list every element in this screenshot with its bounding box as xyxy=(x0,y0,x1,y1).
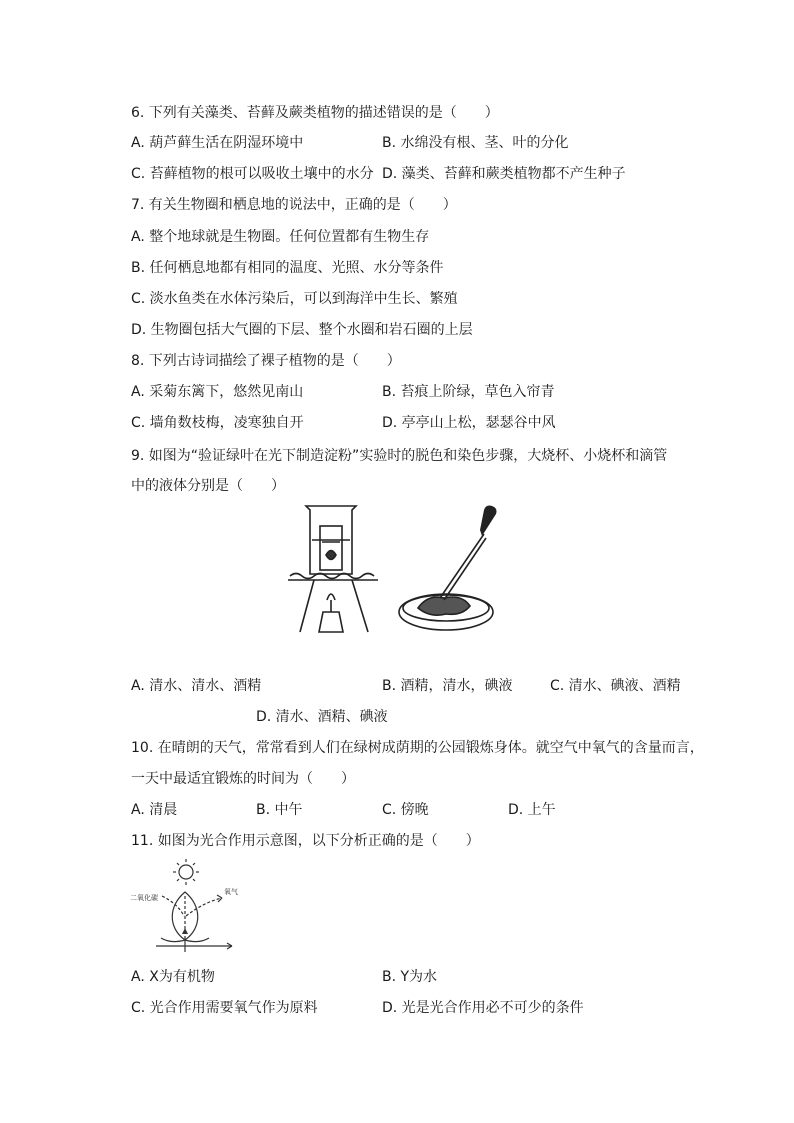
q11-option-c: C. 光合作用需要氧气作为原料 xyxy=(131,1000,318,1016)
q10-option-a: A. 清晨 xyxy=(131,802,178,818)
q6-option-d: D. 藻类、苔藓和蕨类植物都不产生种子 xyxy=(382,166,626,182)
q6-option-b: B. 水绵没有根、茎、叶的分化 xyxy=(382,135,569,151)
q8-option-b: B. 苔痕上阶绿，草色入帘青 xyxy=(382,384,555,400)
question-10-stem: 10. 在晴朗的天气，常常看到人们在绿树成荫期的公园锻炼身体。就空气中氧气的含量而言， xyxy=(131,740,704,756)
q11-option-b: B. Y为水 xyxy=(382,969,438,985)
q8-option-a: A. 采菊东篱下，悠然见南山 xyxy=(131,384,304,400)
q10-option-b: B. 中午 xyxy=(256,802,303,818)
q8-option-d: D. 亭亭山上松，瑟瑟谷中风 xyxy=(382,415,556,431)
question-9-stem-cont: 中的液体分别是（ ） xyxy=(131,478,285,494)
q6-option-a: A. 葫芦藓生活在阴湿环境中 xyxy=(131,135,304,151)
q10-option-d: D. 上午 xyxy=(508,802,556,818)
q7-option-b: B. 任何栖息地都有相同的温度、光照、水分等条件 xyxy=(131,260,444,276)
photosynthesis-figure xyxy=(128,856,240,956)
figure-label-o2: 氧气 xyxy=(224,888,238,896)
q7-option-d: D. 生物圈包括大气圈的下层、整个水圈和岩石圈的上层 xyxy=(131,322,473,338)
question-10-stem-cont: 一天中最适宜锻炼的时间为（ ） xyxy=(131,771,355,787)
figure-label-co2: 二氧化碳 xyxy=(130,894,158,902)
q10-option-c: C. 傍晚 xyxy=(382,802,429,818)
q8-option-c: C. 墙角数枝梅，凌寒独自开 xyxy=(131,415,304,431)
question-8-stem: 8. 下列古诗词描绘了裸子植物的是（ ） xyxy=(131,353,401,369)
decolorize-stain-figure xyxy=(286,500,501,638)
q11-option-a: A. X为有机物 xyxy=(131,969,215,985)
q9-option-d: D. 清水、酒精、碘液 xyxy=(256,709,388,725)
q9-option-a: A. 清水、清水、酒精 xyxy=(131,678,262,694)
question-11-stem: 11. 如图为光合作用示意图，以下分析正确的是（ ） xyxy=(131,833,480,849)
q9-option-c: C. 清水、碘液、酒精 xyxy=(550,678,681,694)
q7-option-a: A. 整个地球就是生物圈。任何位置都有生物生存 xyxy=(131,229,430,245)
q11-option-d: D. 光是光合作用必不可少的条件 xyxy=(382,1000,584,1016)
q7-option-c: C. 淡水鱼类在水体污染后，可以到海洋中生长、繁殖 xyxy=(131,291,458,307)
question-7-stem: 7. 有关生物圈和栖息地的说法中，正确的是（ ） xyxy=(131,197,457,213)
question-9-stem: 9. 如图为“验证绿叶在光下制造淀粉”实验时的脱色和染色步骤，大烧杯、小烧杯和滴管 xyxy=(131,448,668,464)
q9-option-b: B. 酒精，清水，碘液 xyxy=(382,678,513,694)
question-6-stem: 6. 下列有关藻类、苔藓及蕨类植物的描述错误的是（ ） xyxy=(131,105,499,121)
q6-option-c: C. 苔藓植物的根可以吸收土壤中的水分 xyxy=(131,166,374,182)
